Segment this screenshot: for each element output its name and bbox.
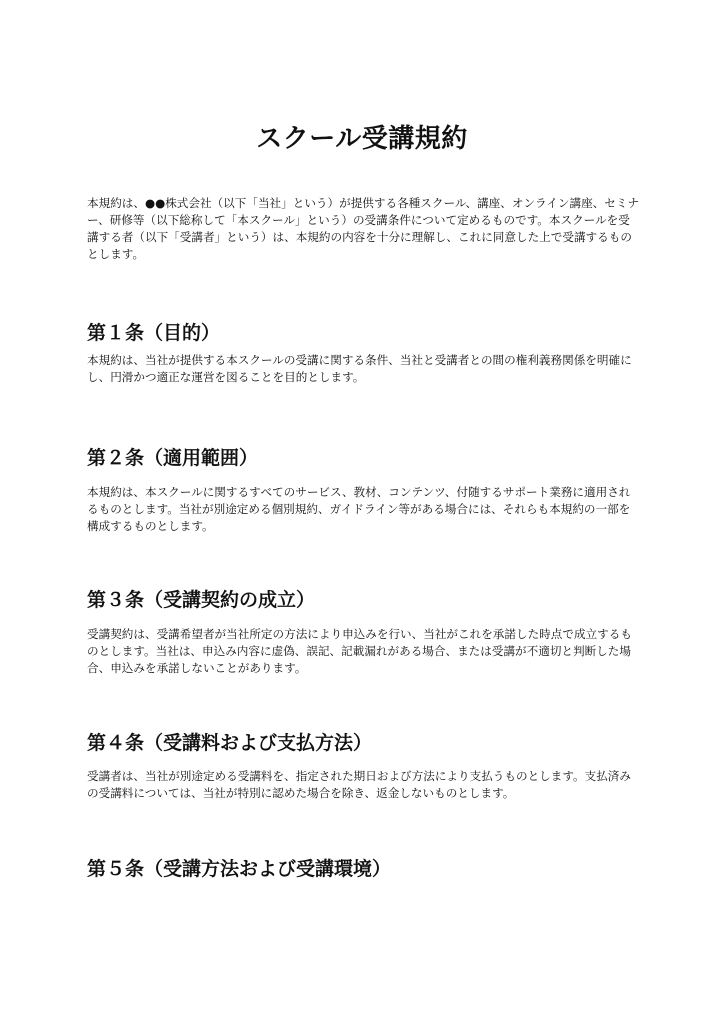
article-5-heading: 第５条（受講方法および受講環境） (87, 858, 392, 880)
article-3-heading: 第３条（受講契約の成立） (87, 589, 316, 611)
article-4-heading: 第４条（受講料および支払方法） (87, 732, 373, 754)
article-3-body: 受講契約は、受講希望者が当社所定の方法により申込みを行い、当社がこれを承諾した時点で成立するものとします。当社は、申込み内容に虚偽、誤記、記載漏れがある場合、または受講が不適切と判断した場合、申込みを承諾しないことがあります。 (87, 627, 632, 675)
article-1-body: 本規約は、当社が提供する本スクールの受講に関する条件、当社と受講者との間の権利義務関係を明確にし、円滑かつ適正な運営を図ることを目的とします。 (87, 353, 632, 384)
article-2-body: 本規約は、本スクールに関するすべてのサービス、教材、コンテンツ、付随するサポート業務に適用されるものとします。当社が別途定める個別規約、ガイドライン等がある場合には、それらも本規約の一部を構成するものとします。 (87, 485, 631, 533)
article-2-heading: 第２条（適用範囲） (87, 447, 259, 469)
article-4-body: 受講者は、当社が別途定める受講料を、指定された期日および方法により支払うものとします。支払済みの受講料については、当社が特別に認めた場合を除き、返金しないものとします。 (87, 769, 631, 800)
intro-paragraph: 本規約は、●●株式会社（以下「当社」という）が提供する各種スクール、講座、オンライン講座、セミナー、研修等（以下総称して「本スクール」という）の受講条件について定めるものです。本スクールを受講する者（以下「受講者」という）は、本規約の内容を十分に理解し、これに同意した上で受講するものとします。 (87, 196, 640, 261)
document-title: スクール受講規約 (256, 124, 468, 154)
article-1-heading: 第１条（目的） (87, 322, 221, 344)
